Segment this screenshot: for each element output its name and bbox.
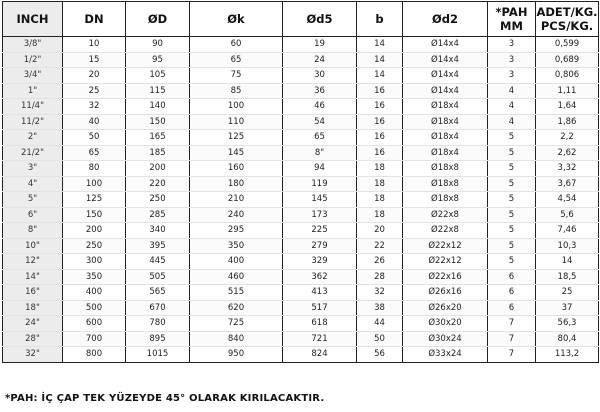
cell-bolt-holes: Ø18x4 (403, 145, 488, 161)
cell-bolt-holes: Ø22x12 (403, 238, 488, 254)
cell-pcs-per-kg: 37 (536, 300, 599, 316)
cell-d5: 618 (283, 316, 357, 332)
col-header-pcs-per-kg: ADET/KG. PCS/KG. (536, 2, 599, 37)
cell-inch: 12" (3, 254, 63, 270)
cell-chamfer: 4 (488, 83, 536, 99)
table-header-row (3, 2, 599, 37)
cell-chamfer: 5 (488, 192, 536, 208)
table-row (3, 347, 599, 363)
cell-bolt-circle: 460 (190, 269, 283, 285)
cell-thickness: 16 (357, 99, 403, 115)
cell-inch: 4" (3, 176, 63, 192)
table-row (3, 130, 599, 146)
cell-chamfer: 5 (488, 223, 536, 239)
cell-thickness: 18 (357, 192, 403, 208)
cell-chamfer: 5 (488, 254, 536, 270)
cell-pcs-per-kg: 5,6 (536, 207, 599, 223)
cell-inch: 8" (3, 223, 63, 239)
cell-outer-diameter: 220 (126, 176, 190, 192)
cell-chamfer: 4 (488, 114, 536, 130)
cell-pcs-per-kg: 1,11 (536, 83, 599, 99)
cell-dn: 700 (63, 331, 126, 347)
cell-d5: 824 (283, 347, 357, 363)
cell-thickness: 38 (357, 300, 403, 316)
cell-dn: 350 (63, 269, 126, 285)
cell-d5: 119 (283, 176, 357, 192)
cell-outer-diameter: 285 (126, 207, 190, 223)
cell-bolt-holes: Ø14x4 (403, 52, 488, 68)
cell-outer-diameter: 115 (126, 83, 190, 99)
cell-d5: 362 (283, 269, 357, 285)
cell-dn: 400 (63, 285, 126, 301)
cell-pcs-per-kg: 4,54 (536, 192, 599, 208)
cell-inch: 10" (3, 238, 63, 254)
cell-chamfer: 3 (488, 37, 536, 53)
cell-outer-diameter: 165 (126, 130, 190, 146)
table-row (3, 254, 599, 270)
cell-bolt-holes: Ø26x20 (403, 300, 488, 316)
cell-inch: 2" (3, 130, 63, 146)
cell-inch: 18" (3, 300, 63, 316)
col-header-d5: Ød5 (283, 2, 357, 37)
cell-d5: 36 (283, 83, 357, 99)
cell-thickness: 16 (357, 114, 403, 130)
cell-outer-diameter: 105 (126, 68, 190, 84)
cell-inch: 11/4" (3, 99, 63, 115)
cell-bolt-circle: 60 (190, 37, 283, 53)
cell-dn: 125 (63, 192, 126, 208)
cell-dn: 15 (63, 52, 126, 68)
cell-chamfer: 5 (488, 145, 536, 161)
cell-bolt-circle: 840 (190, 331, 283, 347)
cell-d5: 30 (283, 68, 357, 84)
cell-d5: 65 (283, 130, 357, 146)
cell-bolt-holes: Ø26x16 (403, 285, 488, 301)
cell-bolt-circle: 950 (190, 347, 283, 363)
col-header-chamfer: *PAH MM (488, 2, 536, 37)
cell-outer-diameter: 340 (126, 223, 190, 239)
table-row (3, 316, 599, 332)
cell-bolt-circle: 515 (190, 285, 283, 301)
cell-bolt-holes: Ø30x20 (403, 316, 488, 332)
cell-dn: 40 (63, 114, 126, 130)
cell-inch: 16" (3, 285, 63, 301)
cell-bolt-circle: 145 (190, 145, 283, 161)
cell-bolt-circle: 295 (190, 223, 283, 239)
cell-d5: 46 (283, 99, 357, 115)
cell-pcs-per-kg: 1,64 (536, 99, 599, 115)
cell-bolt-holes: Ø18x4 (403, 99, 488, 115)
cell-dn: 150 (63, 207, 126, 223)
cell-chamfer: 7 (488, 331, 536, 347)
cell-dn: 10 (63, 37, 126, 53)
cell-inch: 21/2" (3, 145, 63, 161)
cell-bolt-circle: 110 (190, 114, 283, 130)
col-header-inch: INCH (3, 2, 63, 37)
cell-bolt-circle: 240 (190, 207, 283, 223)
cell-pcs-per-kg: 113,2 (536, 347, 599, 363)
cell-thickness: 18 (357, 176, 403, 192)
cell-thickness: 16 (357, 130, 403, 146)
cell-bolt-circle: 180 (190, 176, 283, 192)
cell-outer-diameter: 395 (126, 238, 190, 254)
cell-dn: 20 (63, 68, 126, 84)
cell-chamfer: 5 (488, 176, 536, 192)
cell-bolt-holes: Ø18x8 (403, 176, 488, 192)
cell-thickness: 26 (357, 254, 403, 270)
cell-bolt-circle: 620 (190, 300, 283, 316)
cell-d5: 517 (283, 300, 357, 316)
cell-bolt-holes: Ø33x24 (403, 347, 488, 363)
cell-outer-diameter: 565 (126, 285, 190, 301)
cell-bolt-holes: Ø18x4 (403, 114, 488, 130)
cell-chamfer: 7 (488, 316, 536, 332)
cell-dn: 800 (63, 347, 126, 363)
cell-inch: 5" (3, 192, 63, 208)
cell-inch: 1" (3, 83, 63, 99)
cell-inch: 32" (3, 347, 63, 363)
table-row (3, 161, 599, 177)
cell-pcs-per-kg: 7,46 (536, 223, 599, 239)
cell-outer-diameter: 895 (126, 331, 190, 347)
table-row (3, 114, 599, 130)
cell-chamfer: 5 (488, 130, 536, 146)
cell-bolt-holes: Ø22x8 (403, 207, 488, 223)
cell-thickness: 32 (357, 285, 403, 301)
cell-dn: 600 (63, 316, 126, 332)
cell-chamfer: 6 (488, 269, 536, 285)
cell-thickness: 18 (357, 161, 403, 177)
cell-outer-diameter: 505 (126, 269, 190, 285)
cell-d5: 279 (283, 238, 357, 254)
cell-thickness: 56 (357, 347, 403, 363)
cell-d5: 329 (283, 254, 357, 270)
cell-chamfer: 3 (488, 52, 536, 68)
table-row (3, 52, 599, 68)
cell-inch: 14" (3, 269, 63, 285)
cell-d5: 413 (283, 285, 357, 301)
cell-inch: 3" (3, 161, 63, 177)
cell-outer-diameter: 780 (126, 316, 190, 332)
cell-d5: 225 (283, 223, 357, 239)
col-header-thickness: b (357, 2, 403, 37)
cell-dn: 200 (63, 223, 126, 239)
chamfer-footnote: *PAH: İÇ ÇAP TEK YÜZEYDE 45° OLARAK KIRILACAKTIR. (5, 393, 325, 404)
cell-outer-diameter: 140 (126, 99, 190, 115)
cell-pcs-per-kg: 0,599 (536, 37, 599, 53)
cell-pcs-per-kg: 14 (536, 254, 599, 270)
cell-dn: 32 (63, 99, 126, 115)
cell-d5: 54 (283, 114, 357, 130)
cell-bolt-holes: Ø14x4 (403, 68, 488, 84)
cell-bolt-circle: 725 (190, 316, 283, 332)
cell-inch: 28" (3, 331, 63, 347)
cell-pcs-per-kg: 1,86 (536, 114, 599, 130)
cell-bolt-circle: 100 (190, 99, 283, 115)
cell-bolt-holes: Ø18x8 (403, 161, 488, 177)
cell-pcs-per-kg: 25 (536, 285, 599, 301)
table-row (3, 192, 599, 208)
table-row (3, 223, 599, 239)
table-row (3, 68, 599, 84)
cell-thickness: 28 (357, 269, 403, 285)
cell-dn: 65 (63, 145, 126, 161)
cell-d5: 24 (283, 52, 357, 68)
cell-chamfer: 5 (488, 161, 536, 177)
cell-chamfer: 3 (488, 68, 536, 84)
cell-inch: 6" (3, 207, 63, 223)
cell-dn: 250 (63, 238, 126, 254)
cell-pcs-per-kg: 10,3 (536, 238, 599, 254)
cell-thickness: 14 (357, 52, 403, 68)
cell-outer-diameter: 1015 (126, 347, 190, 363)
col-header-bolt-holes: Ød2 (403, 2, 488, 37)
cell-thickness: 22 (357, 238, 403, 254)
table-row (3, 145, 599, 161)
flange-dimension-table (2, 1, 599, 363)
cell-d5: 19 (283, 37, 357, 53)
cell-dn: 100 (63, 176, 126, 192)
table-row (3, 83, 599, 99)
cell-outer-diameter: 250 (126, 192, 190, 208)
cell-bolt-circle: 210 (190, 192, 283, 208)
cell-chamfer: 7 (488, 347, 536, 363)
cell-pcs-per-kg: 2,62 (536, 145, 599, 161)
cell-bolt-circle: 75 (190, 68, 283, 84)
cell-pcs-per-kg: 18,5 (536, 269, 599, 285)
cell-bolt-holes: Ø18x8 (403, 192, 488, 208)
cell-bolt-holes: Ø18x4 (403, 130, 488, 146)
cell-chamfer: 4 (488, 99, 536, 115)
cell-bolt-holes: Ø22x8 (403, 223, 488, 239)
cell-d5: 94 (283, 161, 357, 177)
cell-pcs-per-kg: 80,4 (536, 331, 599, 347)
cell-outer-diameter: 200 (126, 161, 190, 177)
cell-bolt-circle: 400 (190, 254, 283, 270)
cell-pcs-per-kg: 3,32 (536, 161, 599, 177)
cell-thickness: 18 (357, 207, 403, 223)
cell-pcs-per-kg: 0,806 (536, 68, 599, 84)
col-header-outer-diameter: ØD (126, 2, 190, 37)
cell-outer-diameter: 670 (126, 300, 190, 316)
cell-dn: 50 (63, 130, 126, 146)
cell-inch: 1/2" (3, 52, 63, 68)
cell-outer-diameter: 90 (126, 37, 190, 53)
cell-thickness: 14 (357, 37, 403, 53)
table-row (3, 269, 599, 285)
cell-chamfer: 5 (488, 207, 536, 223)
cell-chamfer: 6 (488, 300, 536, 316)
table-row (3, 37, 599, 53)
cell-outer-diameter: 150 (126, 114, 190, 130)
cell-thickness: 16 (357, 145, 403, 161)
cell-dn: 300 (63, 254, 126, 270)
cell-pcs-per-kg: 0,689 (536, 52, 599, 68)
cell-thickness: 44 (357, 316, 403, 332)
cell-pcs-per-kg: 56,3 (536, 316, 599, 332)
cell-dn: 500 (63, 300, 126, 316)
cell-bolt-circle: 350 (190, 238, 283, 254)
cell-chamfer: 5 (488, 238, 536, 254)
cell-outer-diameter: 185 (126, 145, 190, 161)
cell-d5: 145 (283, 192, 357, 208)
cell-inch: 11/2" (3, 114, 63, 130)
cell-bolt-holes: Ø22x16 (403, 269, 488, 285)
cell-bolt-holes: Ø14x4 (403, 83, 488, 99)
cell-inch: 24" (3, 316, 63, 332)
cell-dn: 25 (63, 83, 126, 99)
cell-thickness: 14 (357, 68, 403, 84)
cell-outer-diameter: 445 (126, 254, 190, 270)
cell-bolt-circle: 160 (190, 161, 283, 177)
table-row (3, 238, 599, 254)
cell-pcs-per-kg: 2,2 (536, 130, 599, 146)
cell-thickness: 20 (357, 223, 403, 239)
cell-bolt-circle: 85 (190, 83, 283, 99)
table-body (3, 37, 599, 363)
col-header-bolt-circle: Øk (190, 2, 283, 37)
cell-d5: 8" (283, 145, 357, 161)
cell-inch: 3/8" (3, 37, 63, 53)
col-header-dn: DN (63, 2, 126, 37)
cell-d5: 721 (283, 331, 357, 347)
cell-dn: 80 (63, 161, 126, 177)
cell-bolt-holes: Ø30x24 (403, 331, 488, 347)
cell-chamfer: 6 (488, 285, 536, 301)
table-row (3, 300, 599, 316)
table-row (3, 176, 599, 192)
cell-d5: 173 (283, 207, 357, 223)
table-row (3, 331, 599, 347)
cell-inch: 3/4" (3, 68, 63, 84)
cell-pcs-per-kg: 3,67 (536, 176, 599, 192)
cell-outer-diameter: 95 (126, 52, 190, 68)
cell-thickness: 16 (357, 83, 403, 99)
table-row (3, 99, 599, 115)
cell-bolt-holes: Ø22x12 (403, 254, 488, 270)
table-row (3, 207, 599, 223)
cell-bolt-circle: 125 (190, 130, 283, 146)
cell-bolt-holes: Ø14x4 (403, 37, 488, 53)
cell-bolt-circle: 65 (190, 52, 283, 68)
table-row (3, 285, 599, 301)
cell-thickness: 50 (357, 331, 403, 347)
flange-dimension-table-container (2, 1, 598, 363)
